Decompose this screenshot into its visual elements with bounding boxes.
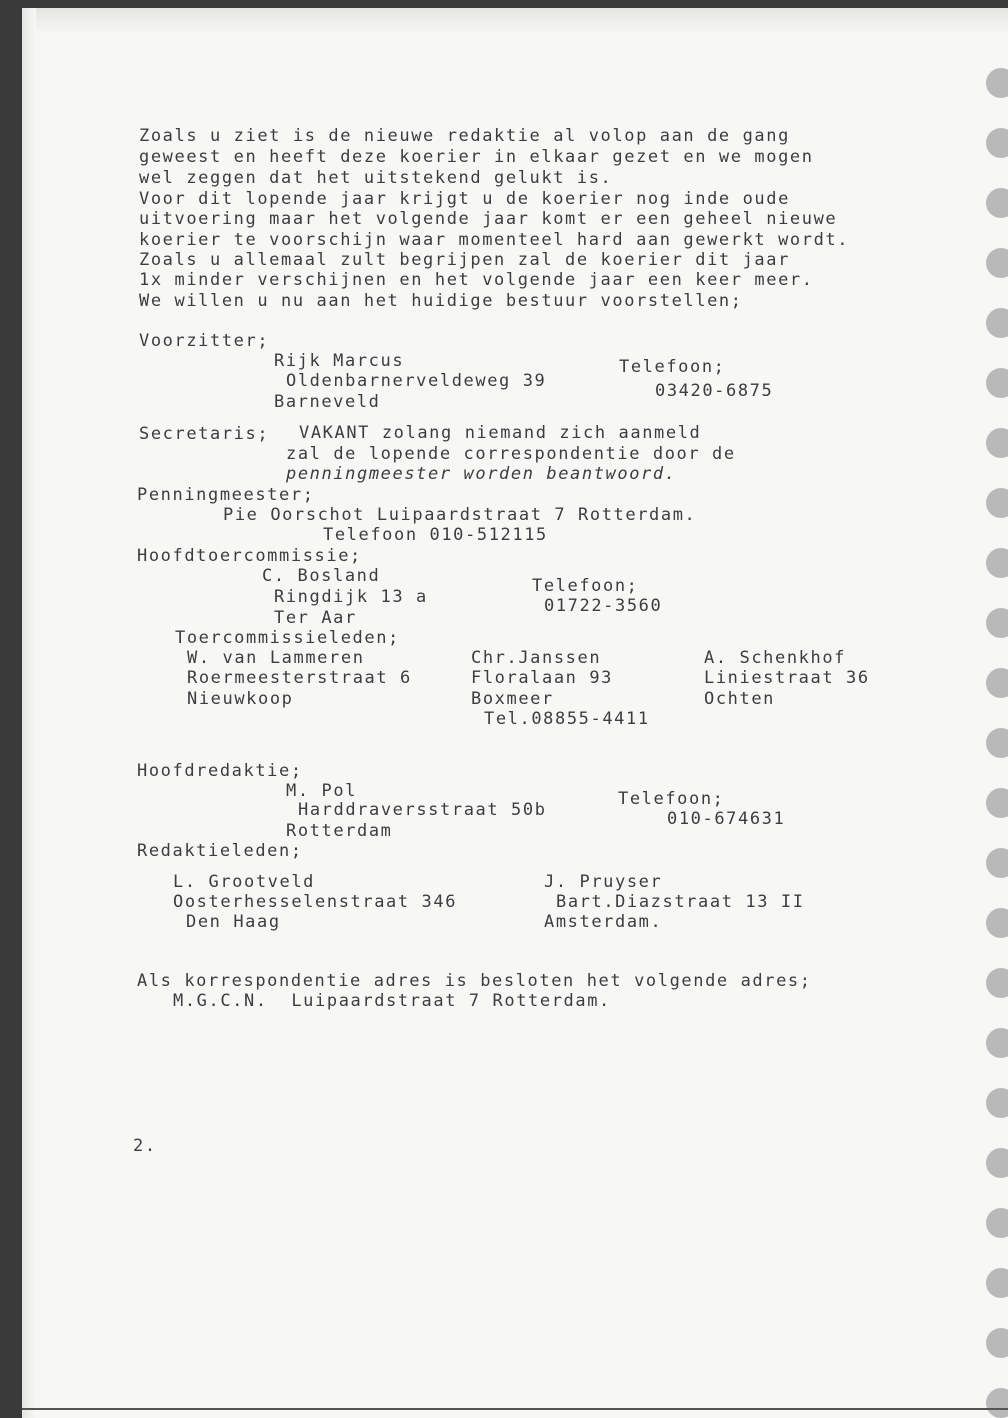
member-street: Oosterhesselenstraat 346 (173, 892, 458, 912)
secretaris-line: penningmeester worden beantwoord. (286, 464, 677, 484)
redaktieleden-heading: Redaktieleden; (137, 841, 303, 861)
hoofdredaktie-street: Harddraversstraat 50b (298, 800, 547, 820)
voorzitter-heading: Voorzitter; (139, 331, 270, 351)
binder-hole (986, 128, 1008, 158)
member-name: W. van Lammeren (187, 648, 365, 668)
member-street: Roermeesterstraat 6 (187, 668, 412, 688)
page-bottom-edge (22, 1408, 1008, 1410)
page-top-shadow (22, 8, 1008, 34)
binder-hole (986, 548, 1008, 578)
voorzitter-name: Rijk Marcus (274, 351, 405, 371)
member-city: Nieuwkoop (187, 689, 294, 709)
hoofdtoercommissie-name: C. Bosland (262, 566, 381, 586)
binder-hole (986, 368, 1008, 398)
binder-hole (986, 1328, 1008, 1358)
binder-hole (986, 428, 1008, 458)
binder-hole (986, 788, 1008, 818)
binder-hole (986, 728, 1008, 758)
page-number: 2. (133, 1136, 157, 1156)
member-name: J. Pruyser (544, 872, 663, 892)
binder-hole (986, 1268, 1008, 1298)
member-city: Amsterdam. (544, 912, 663, 932)
voorzitter-phone-label: Telefoon; (619, 357, 726, 377)
penningmeester-phone: Telefoon 010-512115 (323, 525, 548, 545)
hoofdtoercommissie-phone: 01722-3560 (544, 596, 663, 616)
binder-hole (986, 308, 1008, 338)
voorzitter-phone: 03420-6875 (655, 381, 774, 401)
binder-hole (986, 248, 1008, 278)
member-street: Liniestraat 36 (704, 668, 870, 688)
member-street: Bart.Diazstraat 13 II (556, 892, 805, 912)
binder-hole (986, 68, 1008, 98)
hoofdredaktie-name: M. Pol (286, 781, 358, 801)
secretaris-line: VAKANT zolang niemand zich aanmeld (299, 423, 702, 443)
member-phone: Tel.08855-4411 (484, 709, 650, 729)
binder-hole (986, 848, 1008, 878)
intro-line: Zoals u ziet is de nieuwe redaktie al volop aan de gang (139, 126, 790, 146)
intro-line: Zoals u allemaal zult begrijpen zal de koerier dit jaar (139, 250, 790, 270)
hoofdtoercommissie-phone-label: Telefoon; (532, 576, 639, 596)
binder-hole (986, 1088, 1008, 1118)
binder-hole (986, 608, 1008, 638)
binder-hole (986, 668, 1008, 698)
member-city: Ochten (704, 689, 776, 709)
intro-line: Voor dit lopende jaar krijgt u de koerier nog inde oude (139, 189, 790, 209)
binder-hole (986, 188, 1008, 218)
binder-hole (986, 1388, 1008, 1418)
intro-line: geweest en heeft deze koerier in elkaar gezet en we mogen (139, 147, 814, 167)
hoofdtoercommissie-city: Ter Aar (274, 608, 357, 628)
hoofdredaktie-phone-label: Telefoon; (618, 789, 725, 809)
correspondentie-line: M.G.C.N. Luipaardstraat 7 Rotterdam. (173, 991, 611, 1011)
toercommissieleden-heading: Toercommissieleden; (175, 628, 400, 648)
binder-hole (986, 1148, 1008, 1178)
intro-line: uitvoering maar het volgende jaar komt er een geheel nieuwe (139, 209, 838, 229)
member-city: Den Haag (186, 912, 281, 932)
binder-hole (986, 968, 1008, 998)
page-left-shadow (22, 8, 36, 1418)
member-city: Boxmeer (471, 689, 554, 709)
intro-line: 1x minder verschijnen en het volgende jaar een keer meer. (139, 270, 814, 290)
correspondentie-line: Als korrespondentie adres is besloten het volgende adres; (137, 971, 812, 991)
penningmeester-address: Pie Oorschot Luipaardstraat 7 Rotterdam. (223, 505, 697, 525)
member-name: Chr.Janssen (471, 648, 602, 668)
binder-hole (986, 908, 1008, 938)
voorzitter-city: Barneveld (274, 392, 381, 412)
hoofdredaktie-city: Rotterdam (286, 821, 393, 841)
member-name: L. Grootveld (173, 872, 316, 892)
hoofdtoercommissie-street: Ringdijk 13 a (274, 587, 428, 607)
penningmeester-heading: Penningmeester; (137, 485, 315, 505)
voorzitter-street: Oldenbarnerveldeweg 39 (286, 371, 547, 391)
intro-line: wel zeggen dat het uitstekend gelukt is. (139, 168, 613, 188)
intro-line: koerier te voorschijn waar momenteel hard aan gewerkt wordt. (139, 230, 850, 250)
secretaris-line: zal de lopende correspondentie door de (286, 444, 736, 464)
intro-line: We willen u nu aan het huidige bestuur voorstellen; (139, 291, 743, 311)
member-name: A. Schenkhof (704, 648, 847, 668)
hoofdredaktie-heading: Hoofdredaktie; (137, 761, 303, 781)
hoofdtoercommissie-heading: Hoofdtoercommissie; (137, 546, 362, 566)
binder-holes (968, 8, 1008, 1418)
secretaris-heading: Secretaris; (139, 424, 270, 444)
binder-hole (986, 1028, 1008, 1058)
member-street: Floralaan 93 (471, 668, 614, 688)
document-page (22, 8, 1008, 1418)
hoofdredaktie-phone: 010-674631 (667, 809, 786, 829)
binder-hole (986, 488, 1008, 518)
binder-hole (986, 1208, 1008, 1238)
